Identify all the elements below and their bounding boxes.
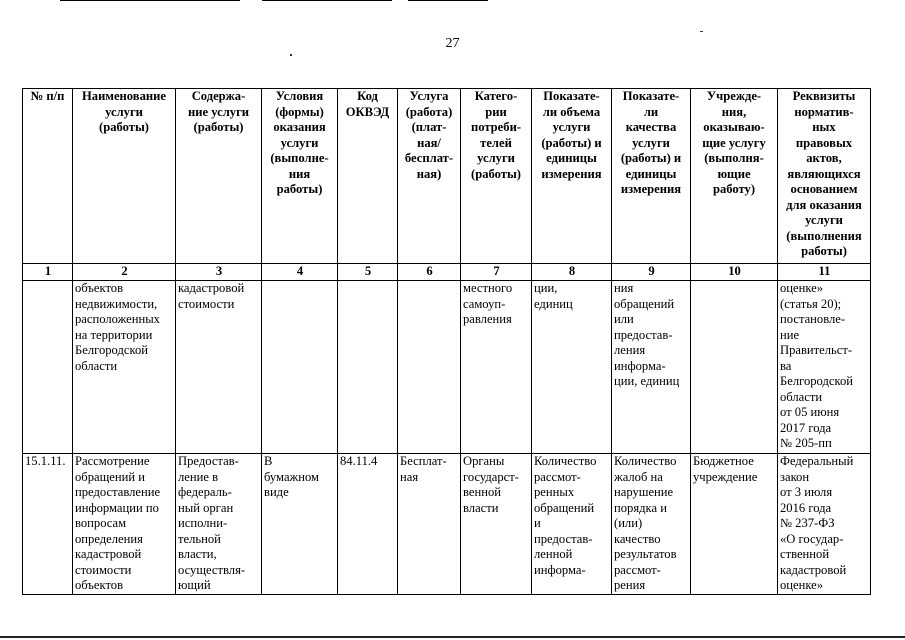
header-volume-indicators: Показате- ли объема услуги (работы) и единицы измерения xyxy=(532,89,612,264)
header-consumer-categories: Катего- рии потреби- телей услуги (работы) xyxy=(461,89,532,264)
table-cell: Количество жалоб на нарушение порядка и (или) качество результатов рассмот- рения xyxy=(612,454,691,595)
column-number: 3 xyxy=(176,264,262,281)
table-cell xyxy=(691,281,778,454)
column-number: 6 xyxy=(398,264,461,281)
table-cell: Предостав- ление в федераль- ный орган исполни- тельной власти, осуществля- ющий xyxy=(176,454,262,595)
table-cell: Федеральный закон от 3 июля 2016 года № 237-ФЗ «О государ- ственной кадастровой оценке» xyxy=(778,454,871,595)
header-paid-free: Услуга (работа) (плат- ная/ бесплат- ная) xyxy=(398,89,461,264)
table-cell: Бесплат- ная xyxy=(398,454,461,595)
table-cell xyxy=(338,281,398,454)
table-cell xyxy=(23,281,73,454)
scan-speck xyxy=(290,54,292,56)
table-cell: Количество рассмот- ренных обращений и предостав- ленной информа- xyxy=(532,454,612,595)
column-number: 2 xyxy=(73,264,176,281)
table-cell: Рассмотрение обращений и предоставление информации по вопросам определения кадастровой стоимости объектов xyxy=(73,454,176,595)
table-header-row xyxy=(23,89,871,264)
column-number: 4 xyxy=(262,264,338,281)
services-table xyxy=(22,88,871,595)
column-number: 11 xyxy=(778,264,871,281)
scan-artifact-bottom xyxy=(0,636,905,638)
table-cell: Органы государст- венной власти xyxy=(461,454,532,595)
header-institutions: Учрежде- ния, оказываю- щие услугу (выполня- ющие работу) xyxy=(691,89,778,264)
column-number: 8 xyxy=(532,264,612,281)
column-number: 10 xyxy=(691,264,778,281)
table-cell-index: 15.1.11. xyxy=(23,454,73,595)
table-cell: объектов недвижимости, расположенных на территории Белгородской области xyxy=(73,281,176,454)
scan-artifact-top-right xyxy=(408,0,488,1)
table-cell: Бюджетное учреждение xyxy=(691,454,778,595)
column-number: 1 xyxy=(23,264,73,281)
table-cell: ции, единиц xyxy=(532,281,612,454)
table-cell: оценке» (статья 20); постановле- ние Правительст- ва Белгородской области от 05 июня 2017 года № 205-пп xyxy=(778,281,871,454)
scan-artifact-top-mid xyxy=(262,0,392,1)
table-cell xyxy=(262,281,338,454)
header-service-content: Содержа- ние услуги (работы) xyxy=(176,89,262,264)
page-number: 27 xyxy=(445,36,460,51)
table-cell: местного самоуп- равления xyxy=(461,281,532,454)
table-cell xyxy=(398,281,461,454)
scan-artifact-top-left xyxy=(60,0,240,1)
scan-speck xyxy=(700,31,703,32)
header-legal-acts: Реквизиты норматив- ных правовых актов, являющихся основанием для оказания услуги (выполнения работы) xyxy=(778,89,871,264)
table-cell: кадастровой стоимости xyxy=(176,281,262,454)
header-quality-indicators: Показате- ли качества услуги (работы) и единицы измерения xyxy=(612,89,691,264)
table-row xyxy=(23,281,871,454)
header-conditions: Условия (формы) оказания услуги (выполне- ния работы) xyxy=(262,89,338,264)
header-okved: Код ОКВЭД xyxy=(338,89,398,264)
table-row xyxy=(23,454,871,595)
table-cell: ния обращений или предостав- ления информа- ции, единиц xyxy=(612,281,691,454)
column-number: 5 xyxy=(338,264,398,281)
table-cell: В бумажном виде xyxy=(262,454,338,595)
column-numbers-row xyxy=(23,264,871,281)
column-number: 7 xyxy=(461,264,532,281)
header-index: № п/п xyxy=(23,89,73,264)
column-number: 9 xyxy=(612,264,691,281)
table-cell: 84.11.4 xyxy=(338,454,398,595)
header-service-name: Наименование услуги (работы) xyxy=(73,89,176,264)
